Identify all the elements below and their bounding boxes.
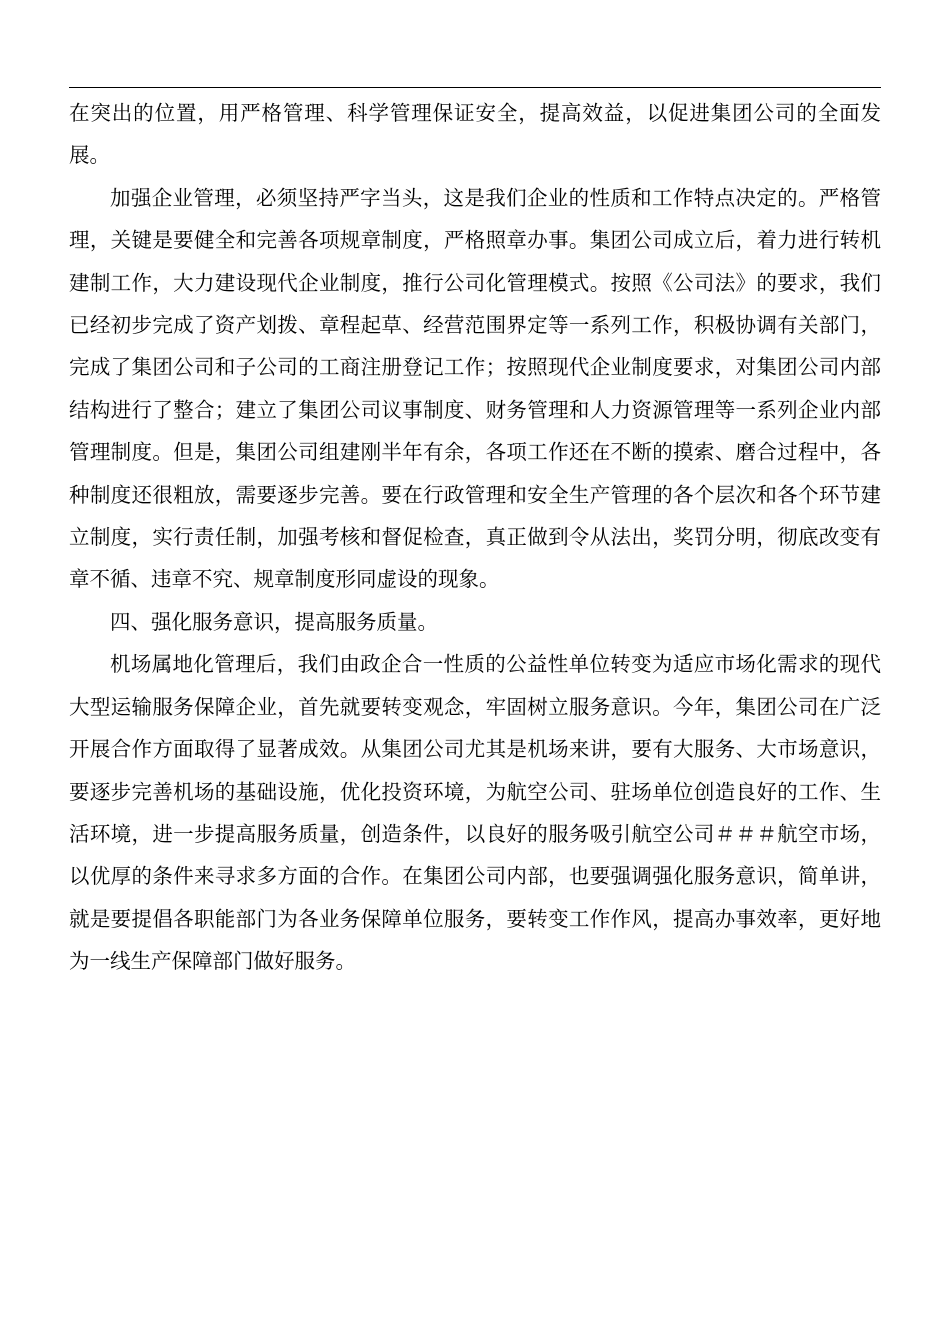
paragraph-management: 加强企业管理，必须坚持严字当头，这是我们企业的性质和工作特点决定的。严格管理，关键是要健全和完善各项规章制度，严格照章办事。集团公司成立后，着力进行转机建制工作，大力建设现代企业制度，推行公司化管理模式。按照《公司法》的要求，我们已经初步完成了资产划拨、章程起草、经营范围界定等一系列工作，积极协调有关部门，完成了集团公司和子公司的工商注册登记工作；按照现代企业制度要求，对集团公司内部结构进行了整合；建立了集团公司议事制度、财务管理和人力资源管理等一系列企业内部管理制度。但是，集团公司组建刚半年有余，各项工作还在不断的摸索、磨合过程中，各种制度还很粗放，需要逐步完善。要在行政管理和安全生产管理的各个层次和各个环节建立制度，实行责任制，加强考核和督促检查，真正做到令从法出，奖罚分明，彻底改变有章不循、违章不究、规章制度形同虚设的现象。	[69, 185, 881, 592]
header-rule	[69, 87, 881, 88]
paragraph-continuation: 在突出的位置，用严格管理、科学管理保证安全，提高效益，以促进集团公司的全面发展。	[69, 101, 881, 168]
document-body	[69, 92, 881, 983]
paragraph-service: 机场属地化管理后，我们由政企合一性质的公益性单位转变为适应市场化需求的现代大型运输服务保障企业，首先就要转变观念，牢固树立服务意识。今年，集团公司在广泛开展合作方面取得了显著成效。从集团公司尤其是机场来讲，要有大服务、大市场意识，要逐步完善机场的基础设施，优化投资环境，为航空公司、驻场单位创造良好的工作、生活环境，进一步提高服务质量，创造条件，以良好的服务吸引航空公司＃＃＃航空市场，以优厚的条件来寻求多方面的合作。在集团公司内部，也要强调强化服务意识，简单讲，就是要提倡各职能部门为各业务保障单位服务，要转变工作作风，提高办事效率，更好地为一线生产保障部门做好服务。	[69, 652, 881, 974]
section-heading-service: 四、强化服务意识，提高服务质量。	[110, 609, 438, 634]
